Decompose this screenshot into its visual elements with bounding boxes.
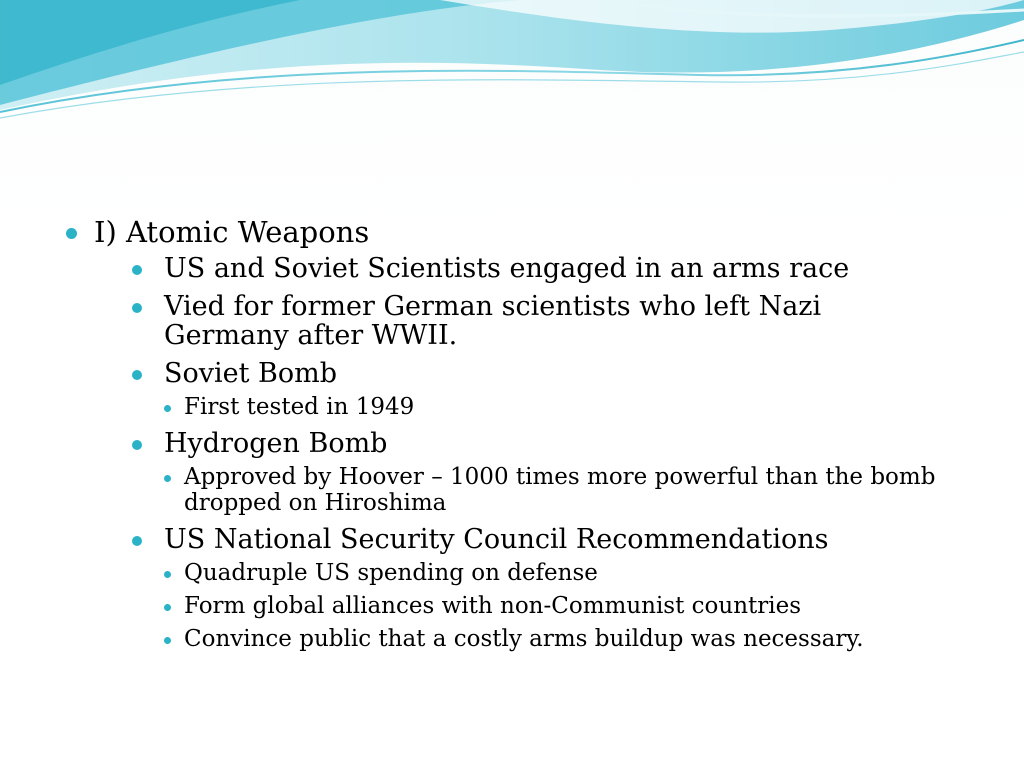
bullet-dot-icon	[132, 265, 142, 275]
bullet-dot-icon	[132, 440, 142, 450]
bullet-list	[64, 214, 944, 652]
subpoint-list	[164, 394, 944, 420]
slide-content	[64, 214, 944, 661]
bullet-dot-icon	[132, 303, 142, 313]
point-item	[124, 429, 944, 516]
subpoint-item	[164, 464, 944, 516]
subpoint-text: Convince public that a costly arms buildup was necessary.	[184, 626, 864, 652]
bullet-dot-icon	[132, 536, 142, 546]
point-item	[124, 359, 944, 420]
subpoint-item	[164, 394, 944, 420]
subpoint-text: First tested in 1949	[184, 394, 415, 420]
subpoint-list	[164, 464, 944, 516]
subpoint-list	[164, 560, 944, 652]
header-wave-decoration	[0, 0, 1024, 130]
bullet-dot-icon	[164, 604, 171, 611]
bullet-dot-icon	[164, 405, 171, 412]
subpoint-text: Quadruple US spending on defense	[184, 560, 598, 586]
subpoint-item	[164, 626, 944, 652]
point-item	[124, 292, 944, 350]
bullet-dot-icon	[164, 637, 171, 644]
point-list	[94, 254, 944, 652]
bullet-dot-icon	[132, 370, 142, 380]
subpoint-text: Form global alliances with non-Communist countries	[184, 593, 802, 619]
heading-text: I) Atomic Weapons	[94, 215, 370, 249]
subpoint-item	[164, 560, 944, 586]
bullet-dot-icon	[164, 571, 171, 578]
point-text: Soviet Bomb	[164, 358, 338, 389]
bullet-dot-icon	[164, 475, 171, 482]
point-item	[124, 254, 944, 283]
point-text: Vied for former German scientists who left Nazi Germany after WWII.	[164, 291, 822, 351]
point-text: US and Soviet Scientists engaged in an arms race	[164, 253, 850, 284]
point-item	[124, 525, 944, 652]
bullet-dot-icon	[66, 228, 77, 239]
subpoint-item	[164, 593, 944, 619]
heading-item	[64, 214, 944, 652]
point-text: US National Security Council Recommendations	[164, 524, 829, 555]
point-text: Hydrogen Bomb	[164, 428, 388, 459]
subpoint-text: Approved by Hoover – 1000 times more powerful than the bomb dropped on Hiroshima	[184, 464, 936, 516]
